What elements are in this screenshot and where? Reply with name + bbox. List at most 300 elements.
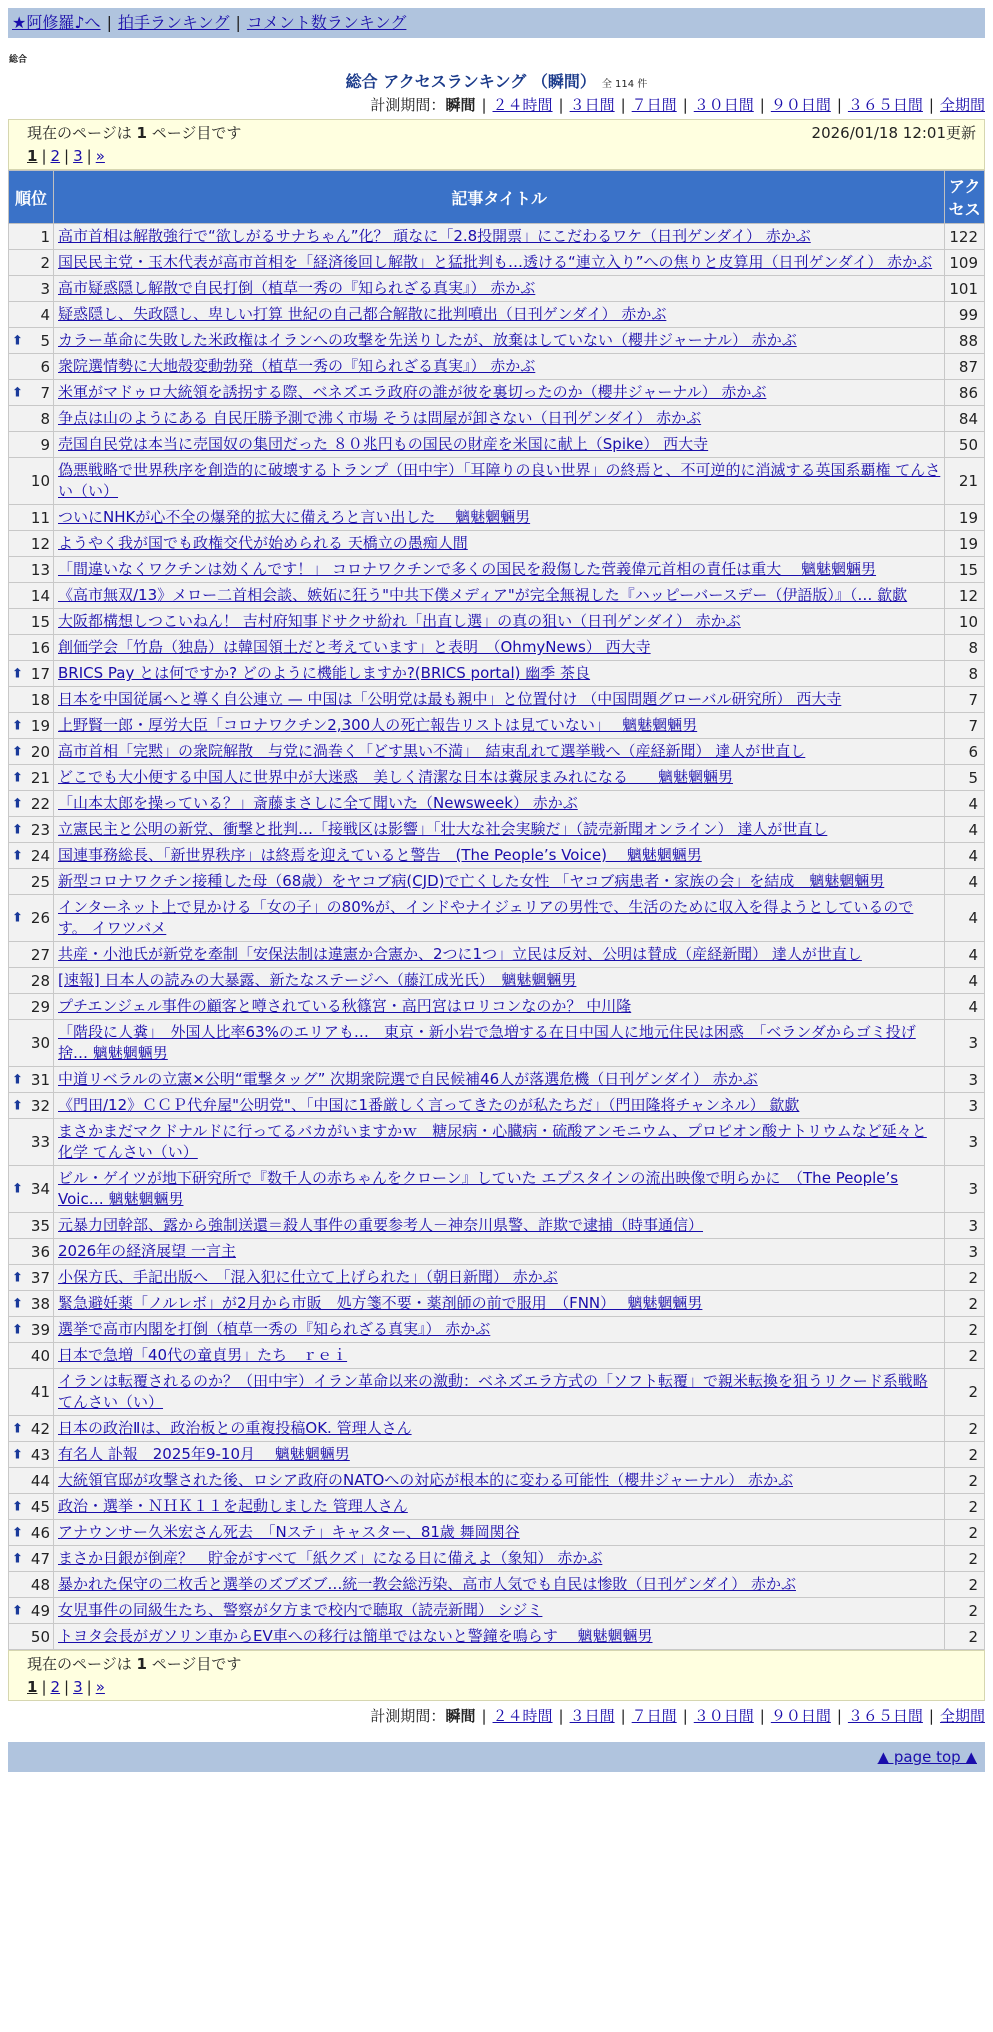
- rank-cell: [9, 765, 54, 791]
- table-row: [9, 1494, 985, 1520]
- rank-number: 38: [30, 1294, 50, 1313]
- up-arrow-icon: ⬆: [12, 1098, 23, 1113]
- article-link[interactable]: 創価学会「竹島（独島）は韓国領土だと考えています」と表明 （OhmyNews） 西大寺: [58, 638, 651, 656]
- table-row: [9, 739, 985, 765]
- access-count: 2: [945, 1291, 985, 1317]
- rank-number: 6: [40, 357, 50, 376]
- page-link-2[interactable]: 2: [50, 147, 61, 165]
- period-label: 計測期間：: [370, 1707, 446, 1725]
- table-row: [9, 354, 985, 380]
- article-link[interactable]: 疑惑隠し、失政隠し、卑しい打算 世紀の自己都合解散に批判噴出（日刊ゲンダイ） 赤かぶ: [58, 305, 667, 323]
- rank-cell: [9, 1343, 54, 1369]
- rank-cell: [9, 1416, 54, 1442]
- article-link[interactable]: 偽悪戦略で世界秩序を創造的に破壊するトランプ（田中宇）「耳障りの良い世界」の終焉と、不可逆的に消滅する英国系覇権 てんさい（い）: [58, 461, 941, 500]
- article-link[interactable]: 高市首相は解散強行で“欲しがるサナちゃん”化？ 頑なに「2.8投開票」にこだわるワケ（日刊ゲンダイ） 赤かぶ: [58, 227, 811, 245]
- access-count: 109: [945, 250, 985, 276]
- rank-cell: [9, 557, 54, 583]
- period-option[interactable]: 全期間: [939, 1707, 985, 1725]
- period-option[interactable]: ９０日間: [770, 1707, 831, 1725]
- access-count: 88: [945, 328, 985, 354]
- article-link[interactable]: 大阪都構想しつこいねん！ 吉村府知事ドサクサ紛れ「出直し選」の真の狙い（日刊ゲンダイ） 赤かぶ: [58, 612, 741, 630]
- access-count: 8: [945, 635, 985, 661]
- article-link[interactable]: 国民民主党・玉木代表が高市首相を「経済後回し解散」と猛批判も…透ける“連立入り”への焦りと皮算用（日刊ゲンダイ） 赤かぶ: [58, 253, 933, 271]
- article-link[interactable]: 中道リベラルの立憲×公明“電撃タッグ” 次期衆院選で自民候補46人が落選危機（日刊ゲンダイ） 赤かぶ: [58, 1070, 758, 1088]
- access-count: 7: [945, 713, 985, 739]
- title-cell: [54, 895, 945, 942]
- rank-number: 16: [30, 638, 50, 657]
- article-link[interactable]: [速報] 日本人の読みの大暴露、新たなステージへ（藤江成光氏） 魑魅魍魎男: [58, 971, 577, 989]
- access-count: 7: [945, 687, 985, 713]
- article-link[interactable]: 小保方氏、手記出版へ 「混入犯に仕立て上げられた」（朝日新聞） 赤かぶ: [58, 1268, 558, 1286]
- article-link[interactable]: ようやく我が国でも政権交代が始められる 天橋立の愚痴人間: [58, 534, 468, 552]
- section-label: 総合: [9, 55, 28, 65]
- access-count: 19: [945, 505, 985, 531]
- rank-number: 19: [30, 716, 50, 735]
- rank-cell: [9, 1468, 54, 1494]
- table-row: [9, 250, 985, 276]
- title-cell: [54, 557, 945, 583]
- rank-cell: [9, 302, 54, 328]
- article-link[interactable]: 「山本太郎を操っている？」斎藤まさしに全て聞いた（Newsweek） 赤かぶ: [58, 794, 578, 812]
- title-cell: [54, 869, 945, 895]
- title-cell: [54, 1119, 945, 1166]
- access-count: 84: [945, 406, 985, 432]
- article-link[interactable]: 上野賢一郎・厚労大臣「コロナワクチン2,300人の死亡報告リストは見ていない」 魑魅魍魎男: [58, 716, 698, 734]
- page-info-prefix: 現在のページは: [27, 124, 132, 142]
- rank-cell: [9, 994, 54, 1020]
- rank-number: 31: [30, 1070, 50, 1089]
- article-link[interactable]: 売国自民党は本当に売国奴の集団だった ８０兆円もの国民の財産を米国に献上（Spike） 西大寺: [58, 435, 709, 453]
- table-row: [9, 1093, 985, 1119]
- page-link-3[interactable]: 3: [73, 147, 83, 165]
- rank-number: 39: [30, 1320, 50, 1339]
- up-arrow-icon: ⬆: [12, 744, 23, 759]
- up-arrow-icon: ⬆: [12, 1072, 23, 1087]
- access-count: 12: [945, 583, 985, 609]
- rank-cell: [9, 739, 54, 765]
- period-option[interactable]: ２４時間: [492, 96, 553, 114]
- title-cell: [54, 942, 945, 968]
- article-link[interactable]: 緊急避妊薬「ノルレボ」が2月から市販 処方箋不要・薬剤師の前で服用 （FNN） 魑魅魍魎男: [58, 1294, 703, 1312]
- col-access-header: アクセス: [945, 171, 985, 224]
- article-link[interactable]: トヨタ会長がガソリン車からEV車への移行は簡単ではないと警鐘を鳴らす 魑魅魍魎男: [58, 1627, 653, 1645]
- access-count: 2: [945, 1624, 985, 1650]
- rank-cell: [9, 458, 54, 505]
- rank-number: 48: [30, 1575, 50, 1594]
- rank-number: 34: [30, 1180, 50, 1198]
- rank-cell: [9, 1093, 54, 1119]
- rank-number: 20: [30, 742, 50, 761]
- access-count: 101: [945, 276, 985, 302]
- article-link[interactable]: プチエンジェル事件の顧客と噂されている秋篠宮・高円宮はロリコンなのか？ 中川隆: [58, 997, 632, 1015]
- title-cell: [54, 458, 945, 505]
- total-count: 全 114 件: [601, 79, 648, 90]
- up-arrow-icon: ⬆: [12, 1603, 23, 1618]
- up-arrow-icon: ⬆: [12, 1447, 23, 1462]
- article-link[interactable]: 「階段に人糞」 外国人比率63%のエリアも… 東京・新小岩で急増する在日中国人に地元住民は困惑 「ベランダからゴミ投げ捨… 魑魅魍魎男: [58, 1023, 916, 1062]
- rank-cell: [9, 869, 54, 895]
- rank-cell: [9, 250, 54, 276]
- rank-number: 30: [30, 1034, 50, 1052]
- article-link[interactable]: 「間違いなくワクチンは効くんです！」 コロナワクチンで多くの国民を殺傷した菅義偉元首相の責任は重大 魑魅魍魎男: [58, 560, 877, 578]
- period-option[interactable]: ３日間: [569, 96, 615, 114]
- article-link[interactable]: 2026年の経済展望 一言主: [58, 1242, 236, 1260]
- article-link[interactable]: 日本の政治Ⅱは、政治板との重複投稿OK. 管理人さん: [58, 1419, 412, 1437]
- period-current: 瞬間: [445, 96, 476, 114]
- rank-number: 15: [30, 612, 50, 631]
- current-page-number: 1: [136, 124, 147, 142]
- rank-cell: [9, 1067, 54, 1093]
- period-separator: |: [682, 1707, 688, 1725]
- rank-number: 5: [40, 331, 50, 350]
- access-count: 10: [945, 609, 985, 635]
- pagination: [27, 147, 978, 165]
- up-arrow-icon: ⬆: [12, 1525, 23, 1540]
- article-link[interactable]: 米軍がマドゥロ大統領を誘拐する際、ベネズエラ政府の誰が彼を裏切ったのか（櫻井ジャーナル） 赤かぶ: [58, 383, 767, 401]
- rank-number: 41: [30, 1383, 50, 1401]
- up-arrow-icon: ⬆: [12, 333, 23, 348]
- next-page-link[interactable]: »: [95, 147, 105, 165]
- article-link[interactable]: BRICS Pay とは何ですか? どのように機能しますか?(BRICS portal) 幽季 茶良: [58, 664, 591, 682]
- table-row: [9, 942, 985, 968]
- period-option[interactable]: ９０日間: [770, 96, 831, 114]
- article-link[interactable]: 選挙で高市内閣を打倒（植草一秀の『知られざる真実』） 赤かぶ: [58, 1320, 491, 1338]
- rank-cell: [9, 1119, 54, 1166]
- period-option[interactable]: ３６５日間: [847, 1707, 923, 1725]
- period-label: 計測期間：: [370, 96, 446, 114]
- rank-cell: [9, 224, 54, 250]
- period-separator: |: [620, 1707, 626, 1725]
- rank-cell: [9, 1572, 54, 1598]
- table-row: [9, 765, 985, 791]
- rank-number: 28: [30, 971, 50, 990]
- rank-number: 13: [30, 560, 50, 579]
- page-separator: |: [41, 147, 47, 165]
- period-separator: |: [759, 1707, 765, 1725]
- up-arrow-icon: ⬆: [12, 770, 23, 785]
- rank-number: 43: [30, 1445, 50, 1464]
- rank-number: 49: [30, 1601, 50, 1620]
- article-link[interactable]: カラー革命に失敗した米政権はイランへの攻撃を先送りしたが、放棄はしていない（櫻井ジャーナル） 赤かぶ: [58, 331, 797, 349]
- table-row: [9, 968, 985, 994]
- page-info-box: [8, 119, 985, 170]
- article-link[interactable]: 国連事務総長、「新世界秩序」は終焉を迎えていると警告 (The People’s Voice) 魑魅魍魎男: [58, 846, 702, 864]
- article-link[interactable]: 高市疑惑隠し解散で自民打倒（植草一秀の『知られざる真実』） 赤かぶ: [58, 279, 536, 297]
- period-option[interactable]: ７日間: [631, 1707, 677, 1725]
- title-cell: [54, 302, 945, 328]
- article-link[interactable]: 《門田/12》ＣＣＰ代弁屋"公明党"、「中国に1番厳しく言ってきたのが私たちだ」（門田隆将チャンネル） 歙歔: [58, 1096, 800, 1114]
- title-cell: [54, 531, 945, 557]
- table-row: [9, 1416, 985, 1442]
- article-link[interactable]: 日本で急増「40代の童貞男」たち ｒｅｉ: [58, 1346, 348, 1364]
- up-arrow-icon: ⬆: [12, 718, 23, 733]
- access-count: 2: [945, 1343, 985, 1369]
- rank-cell: [9, 328, 54, 354]
- title-cell: [54, 1624, 945, 1650]
- article-link[interactable]: 暴かれた保守の二枚舌と選挙のズブズブ…統一教会総汚染、高市人気でも自民は惨敗（日刊ゲンダイ） 赤かぶ: [58, 1575, 796, 1593]
- rank-number: 29: [30, 997, 50, 1016]
- rank-number: 40: [30, 1346, 50, 1365]
- table-row: [9, 1020, 985, 1067]
- rank-cell: [9, 942, 54, 968]
- table-row: [9, 505, 985, 531]
- table-row: [9, 994, 985, 1020]
- rank-cell: [9, 1369, 54, 1416]
- table-row: [9, 1546, 985, 1572]
- applause-ranking-link[interactable]: 拍手ランキング: [117, 13, 230, 32]
- rank-cell: [9, 1239, 54, 1265]
- access-count: 19: [945, 531, 985, 557]
- title-cell: [54, 328, 945, 354]
- table-row: [9, 557, 985, 583]
- table-row: [9, 1468, 985, 1494]
- page-separator: |: [86, 1678, 92, 1696]
- table-row: [9, 328, 985, 354]
- title-cell: [54, 1572, 945, 1598]
- period-option[interactable]: ７日間: [631, 96, 677, 114]
- rank-number: 26: [30, 909, 50, 927]
- rank-number: 23: [30, 820, 50, 839]
- title-cell: [54, 1369, 945, 1416]
- title-cell: [54, 224, 945, 250]
- title-cell: [54, 1317, 945, 1343]
- up-arrow-icon: ⬆: [12, 848, 23, 863]
- title-cell: [54, 1239, 945, 1265]
- period-option[interactable]: ３０日間: [693, 1707, 754, 1725]
- rank-cell: [9, 1317, 54, 1343]
- table-row: [9, 1166, 985, 1213]
- access-count: 2: [945, 1494, 985, 1520]
- rank-cell: [9, 1291, 54, 1317]
- page-separator: |: [64, 147, 70, 165]
- article-link[interactable]: イランは転覆されるのか？（田中宇）イラン革命以来の激動：ベネズエラ方式の「ソフト転覆」で親米転換を狙うリクード系戦略 てんさい（い）: [58, 1372, 928, 1411]
- page-info-suffix: ページ目です: [151, 1655, 242, 1673]
- rank-cell: [9, 791, 54, 817]
- page-separator: |: [41, 1678, 47, 1696]
- rank-cell: [9, 406, 54, 432]
- current-page-number: 1: [136, 1655, 147, 1673]
- article-link[interactable]: 新型コロナワクチン接種した母（68歳）をヤコブ病(CJD)で亡くした女性 「ヤコブ病患者・家族の会」を結成 魑魅魍魎男: [58, 872, 885, 890]
- page-info-prefix: 現在のページは: [27, 1655, 132, 1673]
- table-row: [9, 531, 985, 557]
- rank-cell: [9, 432, 54, 458]
- title-cell: [54, 843, 945, 869]
- top-nav-bar: [8, 8, 985, 38]
- article-link[interactable]: ビル・ゲイツが地下研究所で『数千人の赤ちゃんをクローン』していた エプスタインの流出映像で明らかに （The People’s Voic… 魑魅魍魎男: [58, 1169, 899, 1208]
- period-selector-bottom: [8, 1705, 985, 1726]
- rank-cell: [9, 713, 54, 739]
- access-count: 4: [945, 968, 985, 994]
- rank-cell: [9, 609, 54, 635]
- title-cell: [54, 406, 945, 432]
- rank-number: 7: [40, 383, 50, 402]
- title-cell: [54, 1416, 945, 1442]
- title-cell: [54, 1067, 945, 1093]
- article-link[interactable]: まさか日銀が倒産？ 貯金がすべて「紙クズ」になる日に備えよ（象知） 赤かぶ: [58, 1549, 603, 1567]
- access-count: 4: [945, 942, 985, 968]
- title-cell: [54, 1468, 945, 1494]
- title-cell: [54, 380, 945, 406]
- access-count: 2: [945, 1369, 985, 1416]
- access-count: 4: [945, 817, 985, 843]
- article-link[interactable]: 共産・小池氏が新党を牽制「安保法制は違憲か合憲か、2つに1つ」立民は反対、公明は賛成（産経新聞） 達人が世直し: [58, 945, 862, 963]
- article-link[interactable]: ついにNHKが心不全の爆発的拡大に備えろと言い出した 魑魅魍魎男: [58, 508, 531, 526]
- rank-number: 4: [40, 305, 50, 324]
- title-cell: [54, 1291, 945, 1317]
- up-arrow-icon: ⬆: [12, 666, 23, 681]
- title-cell: [54, 1442, 945, 1468]
- title-cell: [54, 354, 945, 380]
- rank-cell: [9, 583, 54, 609]
- rank-cell: [9, 531, 54, 557]
- access-count: 5: [945, 765, 985, 791]
- article-link[interactable]: 《高市無双/13》メロー二首相会談、嫉妬に狂う"中共下僕メディア"が完全無視した『ハッピーバースデー（伊語版）』（… 歙歔: [58, 586, 908, 604]
- table-row: [9, 406, 985, 432]
- access-count: 4: [945, 791, 985, 817]
- page-link-1: 1: [27, 1678, 38, 1696]
- article-link[interactable]: 女児事件の同級生たち、警察が夕方まで校内で聴取（読売新聞） シジミ: [58, 1601, 543, 1619]
- access-count: 4: [945, 843, 985, 869]
- title-cell: [54, 791, 945, 817]
- bottom-bar: [8, 1742, 985, 1772]
- rank-number: 36: [30, 1242, 50, 1261]
- ranking-title: 総合 アクセスランキング （瞬間）: [345, 72, 596, 91]
- access-count: 6: [945, 739, 985, 765]
- access-count: 2: [945, 1442, 985, 1468]
- home-link[interactable]: ★阿修羅♪へ: [12, 13, 101, 32]
- col-title-header: 記事タイトル: [54, 171, 945, 224]
- rank-number: 8: [40, 409, 50, 428]
- rank-cell: [9, 687, 54, 713]
- article-link[interactable]: 政治・選挙・ＮＨＫ１１を起動しました 管理人さん: [58, 1497, 408, 1515]
- next-page-link[interactable]: »: [95, 1678, 105, 1696]
- article-link[interactable]: 争点は山のようにある 自民圧勝予測で沸く市場 そうは問屋が卸さない（日刊ゲンダイ） 赤かぶ: [58, 409, 702, 427]
- title-cell: [54, 1166, 945, 1213]
- access-count: 3: [945, 1020, 985, 1067]
- comment-ranking-link[interactable]: コメント数ランキング: [246, 13, 407, 32]
- article-link[interactable]: 日本を中国従属へと導く自公連立 — 中国は「公明党は最も親中」と位置付け （中国問題グローバル研究所） 西大寺: [58, 690, 842, 708]
- table-row: [9, 791, 985, 817]
- period-separator: |: [928, 96, 934, 114]
- table-row: [9, 895, 985, 942]
- access-count: 15: [945, 557, 985, 583]
- rank-cell: [9, 661, 54, 687]
- period-separator: |: [928, 1707, 934, 1725]
- page-info-suffix: ページ目です: [151, 124, 242, 142]
- page-link-2[interactable]: 2: [50, 1678, 61, 1696]
- title-cell: [54, 1343, 945, 1369]
- title-cell: [54, 994, 945, 1020]
- rank-number: 35: [30, 1216, 50, 1235]
- rank-number: 25: [30, 872, 50, 891]
- page-separator: |: [86, 147, 92, 165]
- access-count: 2: [945, 1598, 985, 1624]
- title-cell: [54, 739, 945, 765]
- table-row: [9, 713, 985, 739]
- article-link[interactable]: まさかまだマクドナルドに行ってるバカがいますかｗ 糖尿病・心臓病・硫酸アンモニウム、プロピオン酸ナトリウムなど延々と化学 てんさい（い）: [58, 1122, 927, 1161]
- table-row: [9, 276, 985, 302]
- rank-cell: [9, 380, 54, 406]
- article-link[interactable]: アナウンサー久米宏さん死去 「Nステ」キャスター、81歳 舞岡関谷: [58, 1523, 520, 1541]
- period-separator: |: [759, 96, 765, 114]
- period-option[interactable]: ２４時間: [492, 1707, 553, 1725]
- rank-cell: [9, 1166, 54, 1213]
- title-cell: [54, 968, 945, 994]
- table-row: [9, 458, 985, 505]
- rank-cell: [9, 1265, 54, 1291]
- access-count: 3: [945, 1213, 985, 1239]
- rank-number: 45: [30, 1497, 50, 1516]
- nav-separator: |: [106, 13, 112, 32]
- table-row: [9, 1572, 985, 1598]
- article-link[interactable]: 高市首相「完黙」の衆院解散 与党に渦巻く「どす黒い不満」 結束乱れて選挙戦へ（産経新聞） 達人が世直し: [58, 742, 806, 760]
- title-cell: [54, 1265, 945, 1291]
- article-link[interactable]: 立憲民主と公明の新党、衝撃と批判…「接戦区は影響」「壮大な社会実験だ」（読売新聞オンライン） 達人が世直し: [58, 820, 828, 838]
- rank-number: 46: [30, 1523, 50, 1542]
- period-option[interactable]: ３６５日間: [847, 96, 923, 114]
- rank-number: 12: [30, 534, 50, 553]
- table-row: [9, 817, 985, 843]
- access-count: 21: [945, 458, 985, 505]
- page-link-3[interactable]: 3: [73, 1678, 83, 1696]
- period-option[interactable]: ３日間: [569, 1707, 615, 1725]
- access-count: 2: [945, 1546, 985, 1572]
- period-separator: |: [481, 1707, 487, 1725]
- title-cell: [54, 713, 945, 739]
- rank-number: 10: [30, 472, 50, 490]
- access-count: 3: [945, 1119, 985, 1166]
- rank-cell: [9, 843, 54, 869]
- article-link[interactable]: インターネット上で見かける「女の子」の80%が、インドやナイジェリアの男性で、生活のために収入を得ようとしているのです。 イワツバメ: [58, 898, 914, 937]
- rank-cell: [9, 1442, 54, 1468]
- table-row: [9, 1624, 985, 1650]
- access-count: 3: [945, 1239, 985, 1265]
- article-link[interactable]: 大統領官邸が攻撃された後、ロシア政府のNATOへの対応が根本的に変わる可能性（櫻井ジャーナル） 赤かぶ: [58, 1471, 794, 1489]
- page-top-link[interactable]: ▲ page top ▲: [877, 1748, 977, 1766]
- nav-separator: |: [235, 13, 241, 32]
- up-arrow-icon: ⬆: [12, 910, 23, 926]
- access-count: 2: [945, 1265, 985, 1291]
- table-row: [9, 380, 985, 406]
- rank-number: 32: [30, 1096, 50, 1115]
- rank-number: 21: [30, 768, 50, 787]
- up-arrow-icon: ⬆: [12, 1181, 23, 1197]
- article-link[interactable]: 元暴力団幹部、露から強制送還＝殺人事件の重要参考人－神奈川県警、詐欺で逮捕（時事通信）: [58, 1216, 704, 1234]
- period-option[interactable]: ３０日間: [693, 96, 754, 114]
- article-link[interactable]: 衆院選情勢に大地殻変動勃発（植草一秀の『知られざる真実』） 赤かぶ: [58, 357, 536, 375]
- table-row: [9, 432, 985, 458]
- rank-cell: [9, 505, 54, 531]
- period-option[interactable]: 全期間: [939, 96, 985, 114]
- table-row: [9, 302, 985, 328]
- rank-number: 2: [40, 253, 50, 272]
- rank-number: 27: [30, 945, 50, 964]
- rank-cell: [9, 276, 54, 302]
- up-arrow-icon: ⬆: [12, 1296, 23, 1311]
- article-link[interactable]: 有名人 訃報 2025年9-10月 魑魅魍魎男: [58, 1445, 350, 1463]
- title-cell: [54, 1213, 945, 1239]
- table-row: [9, 661, 985, 687]
- pagination-bottom: [27, 1678, 978, 1696]
- page-title: [8, 69, 985, 92]
- up-arrow-icon: ⬆: [12, 1551, 23, 1566]
- table-row: [9, 869, 985, 895]
- table-row: [9, 1265, 985, 1291]
- rank-cell: [9, 354, 54, 380]
- article-link[interactable]: どこでも大小便する中国人に世界中が大迷惑 美しく清潔な日本は糞尿まみれになる 魑魅魍魎男: [58, 768, 734, 786]
- title-cell: [54, 765, 945, 791]
- table-row: [9, 635, 985, 661]
